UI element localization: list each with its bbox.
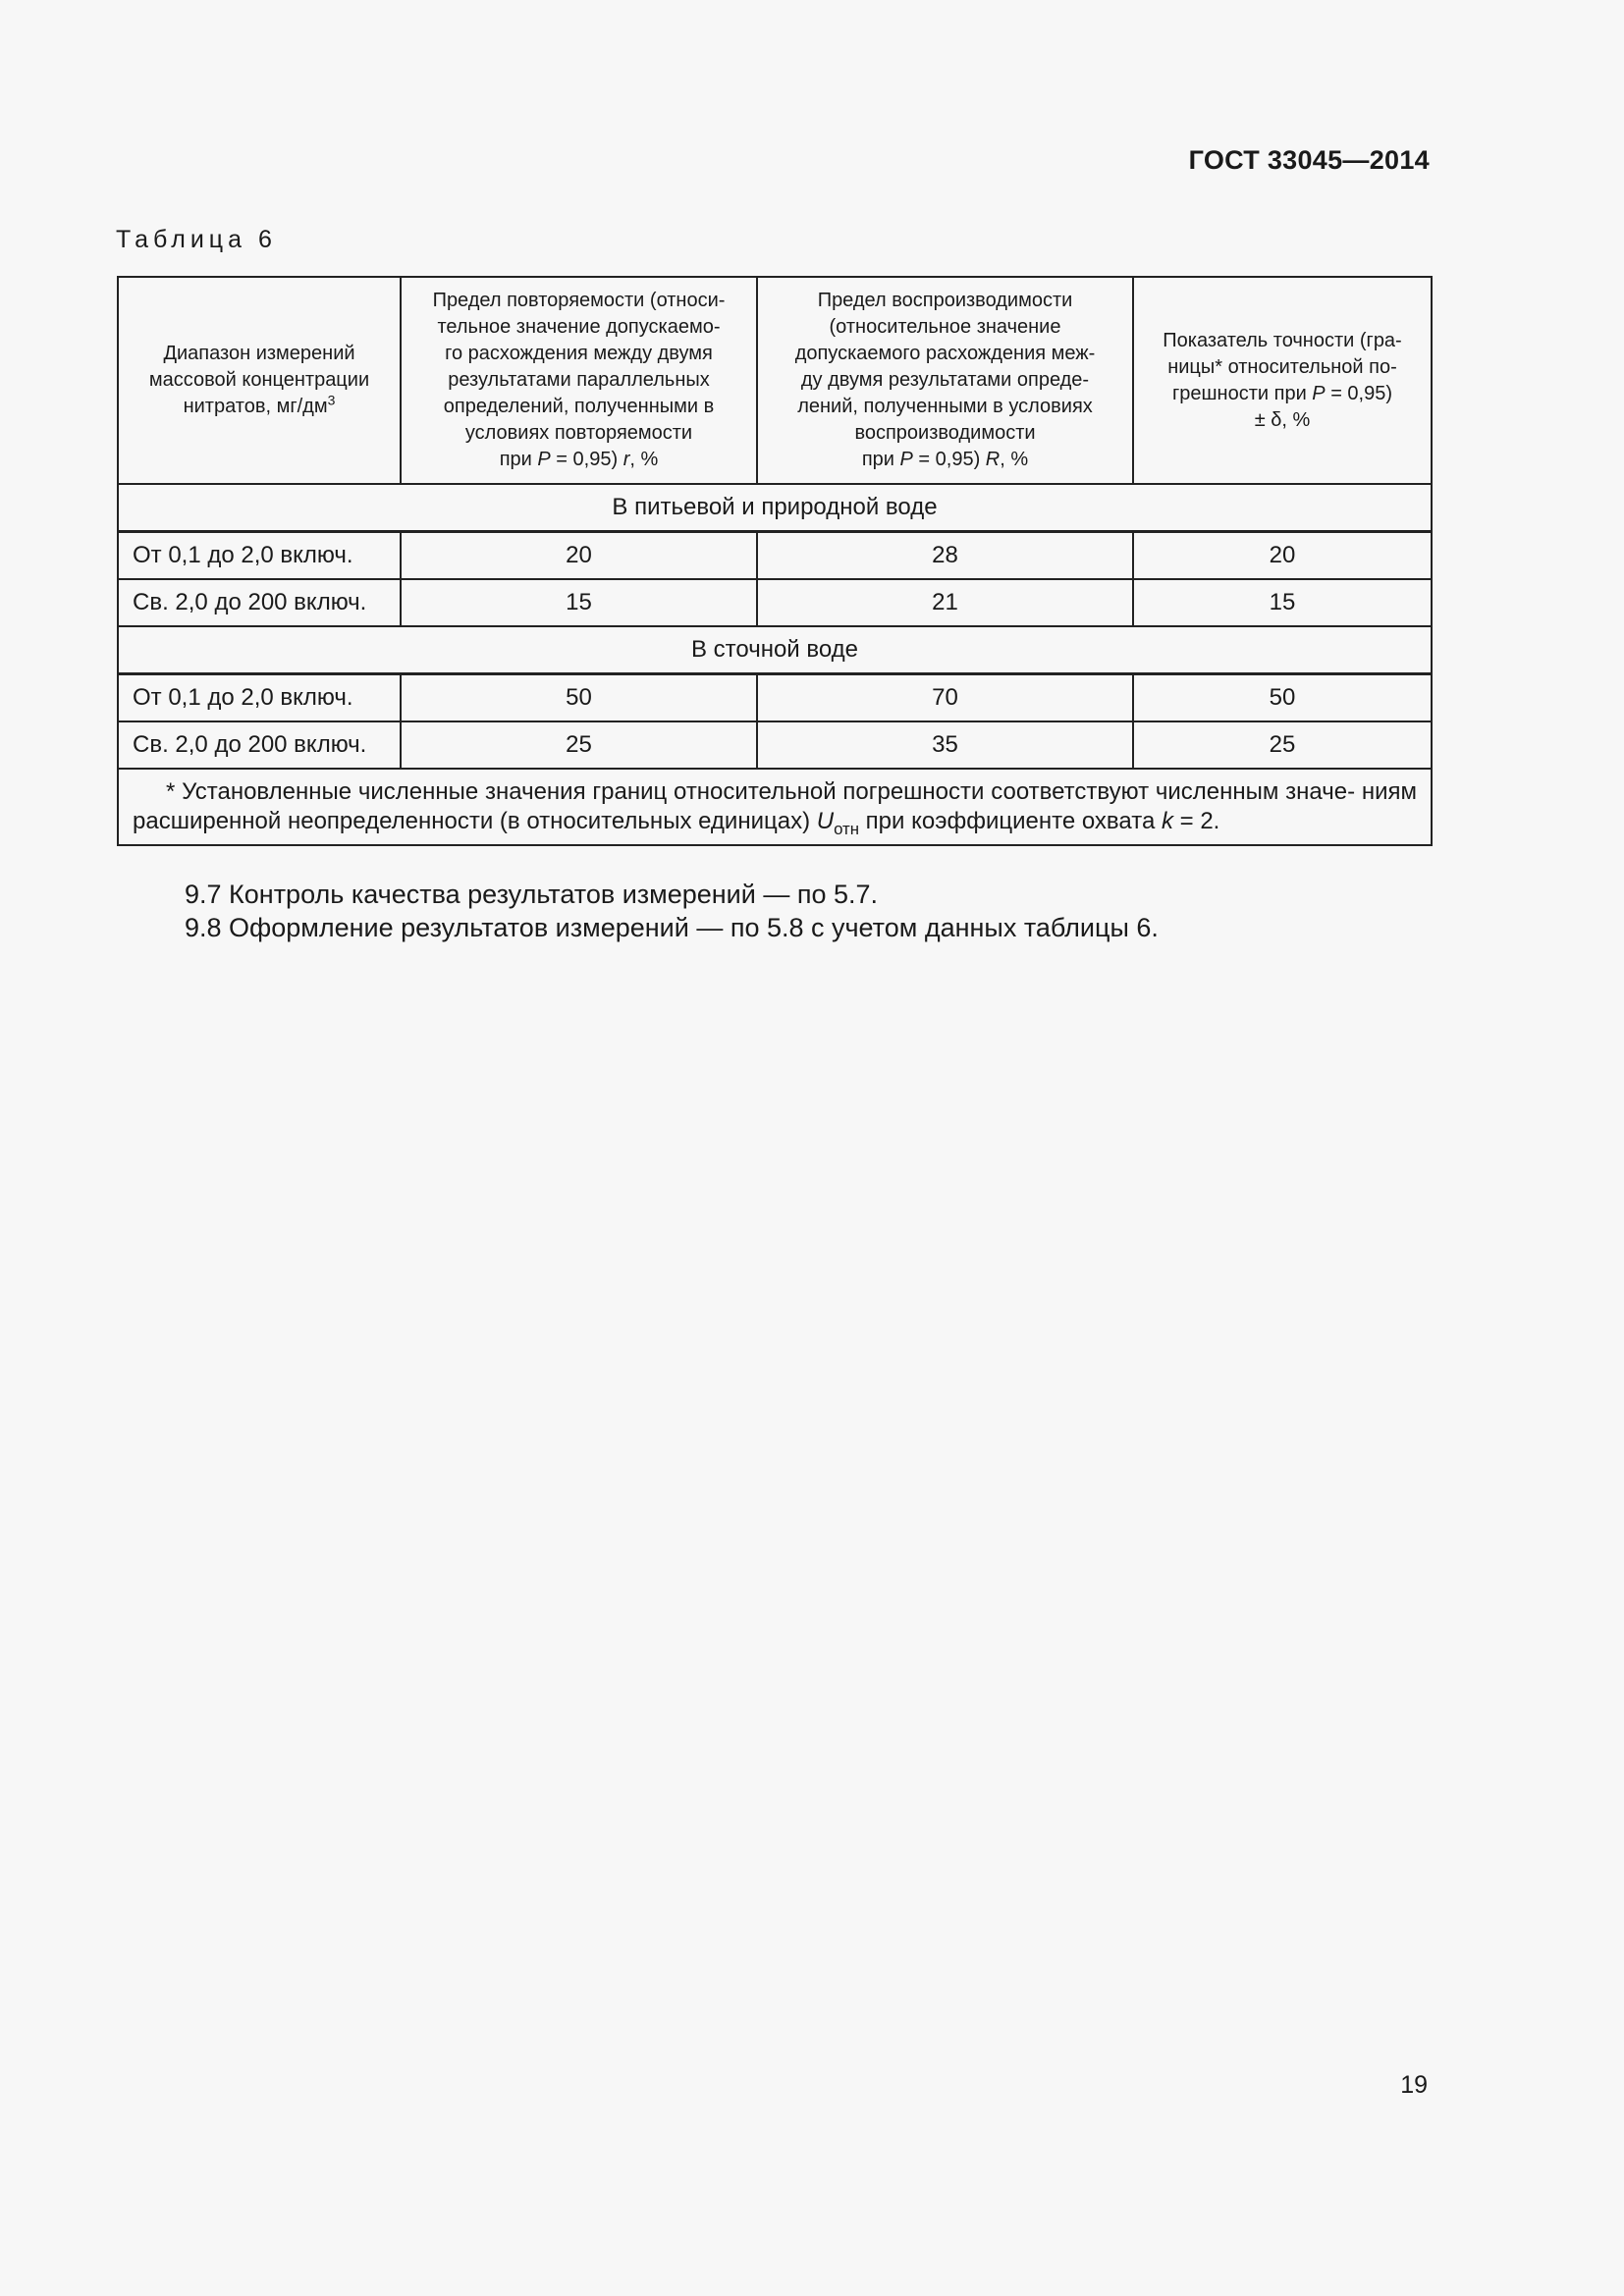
reproducibility-value: 35 <box>757 721 1133 769</box>
footnote-subscript: отн <box>834 819 860 838</box>
header-text: (относительное значение <box>829 316 1061 338</box>
header-text: ницы* относительной по- <box>1167 355 1397 378</box>
section-title: В питьевой и природной воде <box>118 484 1432 532</box>
header-text <box>415 447 742 473</box>
header-symbol-r: r <box>623 449 630 470</box>
header-text <box>133 394 386 420</box>
header-text: Предел повторяемости (относи- <box>432 290 726 311</box>
reproducibility-value: 28 <box>757 532 1133 580</box>
header-text: лений, полученными в условиях <box>797 396 1093 417</box>
table-row <box>118 674 1432 722</box>
header-text: ± δ, % <box>1254 408 1311 431</box>
header-text-part: = 0,95) <box>912 449 986 470</box>
header-text: Показатель точности (гра- <box>1163 329 1402 351</box>
table-header-row <box>118 277 1432 484</box>
header-accuracy-index <box>1133 277 1432 484</box>
header-text-part: = 0,95) <box>1325 382 1393 404</box>
repeatability-value: 25 <box>401 721 757 769</box>
standard-id: ГОСТ 33045—2014 <box>1188 145 1430 175</box>
header-repeatability-limit <box>401 277 757 484</box>
footnote-text: * Установленные численные значения границ относительной погрешности соответствуют численным значе- ниям расширенной неопределенности (в относительных единицах) <box>133 778 1417 834</box>
data-table <box>117 276 1433 846</box>
paragraph-9-8: 9.8 Оформление результатов измерений — по 5.8 с учетом данных таблицы 6. <box>185 913 1159 942</box>
header-text: ду двумя результатами опреде- <box>800 369 1090 391</box>
footnote-symbol-k: k <box>1161 808 1173 834</box>
header-symbol-capital-r: R <box>985 449 1001 470</box>
table-row <box>118 532 1432 580</box>
header-text: допускаемого расхождения меж- <box>794 343 1096 364</box>
header-reproducibility-limit <box>757 277 1133 484</box>
header-text: определений, полученными в <box>443 396 715 417</box>
header-text <box>772 447 1118 473</box>
header-unit-superscript: 3 <box>327 392 336 408</box>
header-text: массовой концентрации <box>148 369 370 391</box>
range-cell: Св. 2,0 до 200 включ. <box>118 579 401 626</box>
page-number: 19 <box>1400 2071 1428 2099</box>
header-text-part: = 0,95) <box>550 449 623 470</box>
reproducibility-value: 21 <box>757 579 1133 626</box>
header-symbol-p: P <box>1312 382 1326 404</box>
header-text-part: , % <box>629 449 659 470</box>
footnote-text: = 2. <box>1172 808 1220 834</box>
header-text: Диапазон измерений <box>163 343 355 364</box>
header-text: воспроизводимости <box>854 422 1036 444</box>
range-cell: От 0,1 до 2,0 включ. <box>118 532 401 580</box>
table-caption: Таблица 6 <box>116 226 277 253</box>
accuracy-value: 50 <box>1133 674 1432 722</box>
header-text: тельное значение допускаемо- <box>437 316 721 338</box>
header-symbol-p: P <box>899 449 913 470</box>
range-cell: От 0,1 до 2,0 включ. <box>118 674 401 722</box>
accuracy-value: 25 <box>1133 721 1432 769</box>
table-row <box>118 579 1432 626</box>
reproducibility-value: 70 <box>757 674 1133 722</box>
repeatability-value: 20 <box>401 532 757 580</box>
section-row-drinking-water <box>118 484 1432 532</box>
table-footnote <box>118 769 1432 845</box>
repeatability-value: 15 <box>401 579 757 626</box>
repeatability-value: 50 <box>401 674 757 722</box>
paragraph-9-7: 9.7 Контроль качества результатов измерений — по 5.7. <box>185 880 879 909</box>
accuracy-value: 15 <box>1133 579 1432 626</box>
section-row-waste-water <box>118 626 1432 674</box>
section-title: В сточной воде <box>118 626 1432 674</box>
header-text: Предел воспроизводимости <box>817 290 1073 311</box>
header-text <box>1148 381 1417 407</box>
footnote-row <box>118 769 1432 845</box>
header-text-part: при <box>499 449 538 470</box>
header-symbol-p: P <box>537 449 551 470</box>
accuracy-value: 20 <box>1133 532 1432 580</box>
header-unit: нитратов, мг/дм <box>183 396 328 417</box>
header-text-part: при <box>861 449 900 470</box>
header-text: условиях повторяемости <box>464 422 693 444</box>
footnote-symbol-u: U <box>816 808 835 834</box>
footnote-text: при коэффициенте охвата <box>859 808 1162 834</box>
table-row <box>118 721 1432 769</box>
header-text: результатами параллельных <box>448 369 710 391</box>
header-text-part: , % <box>1000 449 1029 470</box>
header-text: го расхождения между двумя <box>445 343 713 364</box>
range-cell: Св. 2,0 до 200 включ. <box>118 721 401 769</box>
header-measurement-range <box>118 277 401 484</box>
header-text-part: грешности при <box>1171 382 1313 404</box>
